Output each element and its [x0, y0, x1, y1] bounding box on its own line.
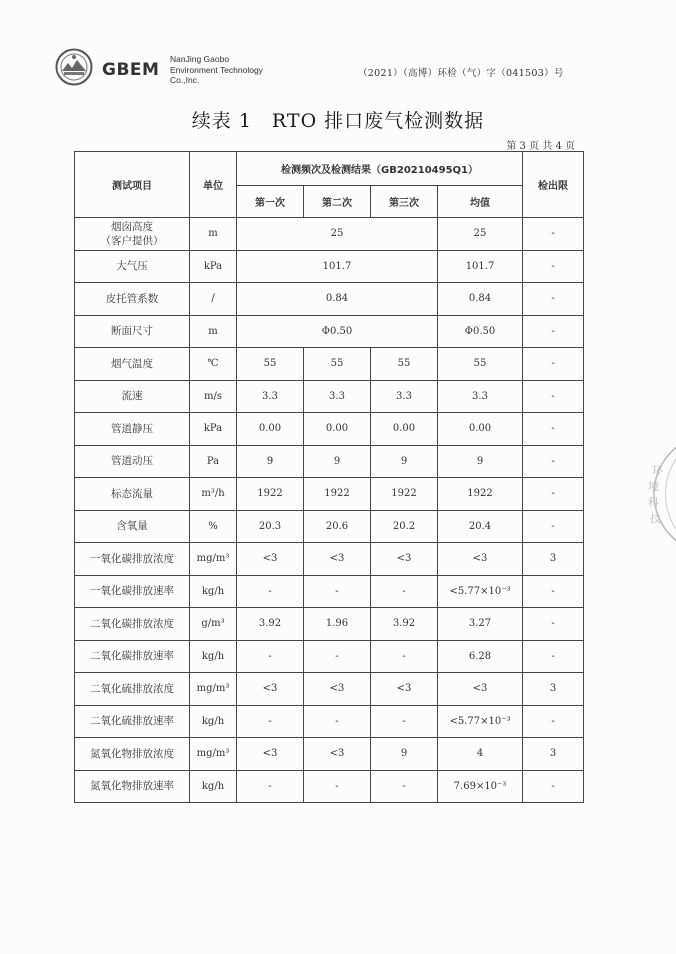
cell-average: 6.28 — [438, 640, 523, 673]
cell-limit: - — [523, 445, 584, 478]
table-row — [75, 640, 584, 673]
cell-third: 3.3 — [371, 380, 438, 413]
cell-merged-result: 0.84 — [237, 283, 438, 316]
cell-unit: m/s — [190, 380, 237, 413]
seal-stamp-icon — [640, 444, 676, 544]
cell-limit: - — [523, 315, 584, 348]
cell-average: 0.00 — [438, 413, 523, 446]
cell-limit: - — [523, 705, 584, 738]
cell-second: - — [304, 575, 371, 608]
cell-first: 9 — [237, 445, 304, 478]
cell-unit: kg/h — [190, 770, 237, 803]
cell-unit: m — [190, 218, 237, 251]
header-item: 测试项目 — [75, 152, 190, 218]
cell-third: <3 — [371, 673, 438, 706]
cell-third: 3.92 — [371, 608, 438, 641]
cell-second: 1.96 — [304, 608, 371, 641]
cell-average: 55 — [438, 348, 523, 381]
table-row — [75, 770, 584, 803]
table-row — [75, 543, 584, 576]
svg-text:环: 环 — [652, 464, 663, 477]
cell-unit: mg/m³ — [190, 673, 237, 706]
cell-unit: m³/h — [190, 478, 237, 511]
brand-name: GBEM — [102, 60, 160, 80]
cell-second: 3.3 — [304, 380, 371, 413]
cell-first: 55 — [237, 348, 304, 381]
cell-limit: 3 — [523, 673, 584, 706]
cell-second: 55 — [304, 348, 371, 381]
cell-average: <5.77×10⁻³ — [438, 705, 523, 738]
cell-limit: - — [523, 218, 584, 251]
cell-item: 二氧化硫排放速率 — [75, 705, 190, 738]
cell-item: 二氧化碳排放速率 — [75, 640, 190, 673]
cell-average: 4 — [438, 738, 523, 771]
cell-third: 9 — [371, 445, 438, 478]
cell-average: <3 — [438, 543, 523, 576]
table-row — [75, 738, 584, 771]
svg-text:技: 技 — [650, 512, 661, 525]
cell-second: <3 — [304, 543, 371, 576]
header-unit: 单位 — [190, 152, 237, 218]
table-row — [75, 478, 584, 511]
table-row — [75, 413, 584, 446]
cell-average: 20.4 — [438, 510, 523, 543]
table-row — [75, 250, 584, 283]
cell-limit: - — [523, 510, 584, 543]
cell-item: 皮托管系数 — [75, 283, 190, 316]
cell-average: 7.69×10⁻³ — [438, 770, 523, 803]
cell-average: 9 — [438, 445, 523, 478]
cell-third: 1922 — [371, 478, 438, 511]
cell-average: 3.27 — [438, 608, 523, 641]
table-row — [75, 510, 584, 543]
cell-second: <3 — [304, 673, 371, 706]
document-title: 续表 1 RTO 排口废气检测数据 — [191, 110, 485, 132]
cell-unit: kPa — [190, 413, 237, 446]
cell-unit: mg/m³ — [190, 738, 237, 771]
cell-second: 20.6 — [304, 510, 371, 543]
cell-item: 管道动压 — [75, 445, 190, 478]
cell-limit: 3 — [523, 738, 584, 771]
cell-average: Φ0.50 — [438, 315, 523, 348]
cell-third: - — [371, 770, 438, 803]
cell-first: 0.00 — [237, 413, 304, 446]
cell-merged-result: 101.7 — [237, 250, 438, 283]
cell-item: 一氧化碳排放浓度 — [75, 543, 190, 576]
cell-unit: m — [190, 315, 237, 348]
cell-item: 烟囱高度 （客户提供） — [75, 218, 190, 251]
cell-item: 含氧量 — [75, 510, 190, 543]
cell-first: - — [237, 770, 304, 803]
cell-third: <3 — [371, 543, 438, 576]
cell-limit: - — [523, 348, 584, 381]
cell-item: 管道静压 — [75, 413, 190, 446]
cell-third: 20.2 — [371, 510, 438, 543]
cell-average: 0.84 — [438, 283, 523, 316]
cell-limit: - — [523, 380, 584, 413]
table-row — [75, 348, 584, 381]
cell-item: 一氧化碳排放速率 — [75, 575, 190, 608]
table-row — [75, 673, 584, 706]
page-number: 第 3 页 共 4 页 — [506, 141, 575, 152]
svg-text:科: 科 — [648, 496, 659, 509]
report-reference: （2021）（高博）环检（气）字（041503）号 — [358, 68, 564, 79]
cell-average: 1922 — [438, 478, 523, 511]
table-row — [75, 705, 584, 738]
cell-first: <3 — [237, 673, 304, 706]
cell-merged-result: Φ0.50 — [237, 315, 438, 348]
cell-item: 氮氧化物排放速率 — [75, 770, 190, 803]
table-row — [75, 315, 584, 348]
cell-first: 1922 — [237, 478, 304, 511]
cell-second: 1922 — [304, 478, 371, 511]
table-row — [75, 445, 584, 478]
cell-second: 9 — [304, 445, 371, 478]
cell-item: 流速 — [75, 380, 190, 413]
header-limit: 检出限 — [523, 152, 584, 218]
cell-second: - — [304, 705, 371, 738]
cell-limit: - — [523, 478, 584, 511]
cell-limit: - — [523, 413, 584, 446]
cell-third: 55 — [371, 348, 438, 381]
cell-average: <3 — [438, 673, 523, 706]
cell-second: - — [304, 640, 371, 673]
company-name: NanJing Gaobo Environment Technology Co.,Inc. — [170, 54, 263, 85]
cell-item: 二氧化碳排放浓度 — [75, 608, 190, 641]
cell-third: 9 — [371, 738, 438, 771]
cell-limit: 3 — [523, 543, 584, 576]
company-logo-icon — [55, 48, 93, 86]
cell-third: 0.00 — [371, 413, 438, 446]
cell-limit: - — [523, 770, 584, 803]
cell-limit: - — [523, 640, 584, 673]
cell-item: 标态流量 — [75, 478, 190, 511]
header-second: 第二次 — [304, 186, 371, 218]
cell-merged-result: 25 — [237, 218, 438, 251]
header-results: 检测频次及检测结果（GB20210495Q1） — [237, 152, 523, 186]
cell-limit: - — [523, 283, 584, 316]
cell-limit: - — [523, 608, 584, 641]
header-third: 第三次 — [371, 186, 438, 218]
cell-first: 3.3 — [237, 380, 304, 413]
cell-first: - — [237, 705, 304, 738]
cell-average: 101.7 — [438, 250, 523, 283]
cell-third: - — [371, 640, 438, 673]
cell-unit: ℃ — [190, 348, 237, 381]
table-row — [75, 283, 584, 316]
header-first: 第一次 — [237, 186, 304, 218]
cell-unit: mg/m³ — [190, 543, 237, 576]
cell-item: 大气压 — [75, 250, 190, 283]
table-row — [75, 575, 584, 608]
cell-unit: kg/h — [190, 705, 237, 738]
cell-second: 0.00 — [304, 413, 371, 446]
cell-unit: % — [190, 510, 237, 543]
cell-first: 20.3 — [237, 510, 304, 543]
cell-first: - — [237, 640, 304, 673]
header-average: 均值 — [438, 186, 523, 218]
cell-average: 25 — [438, 218, 523, 251]
cell-first: <3 — [237, 543, 304, 576]
cell-unit: kg/h — [190, 575, 237, 608]
cell-unit: kg/h — [190, 640, 237, 673]
cell-unit: g/m³ — [190, 608, 237, 641]
cell-average: <5.77×10⁻³ — [438, 575, 523, 608]
cell-unit: / — [190, 283, 237, 316]
cell-average: 3.3 — [438, 380, 523, 413]
cell-unit: Pa — [190, 445, 237, 478]
svg-text:境: 境 — [648, 480, 659, 493]
cell-item: 烟气温度 — [75, 348, 190, 381]
cell-item: 断面尺寸 — [75, 315, 190, 348]
cell-first: <3 — [237, 738, 304, 771]
table-row — [75, 608, 584, 641]
cell-unit: kPa — [190, 250, 237, 283]
emission-data-table — [74, 151, 584, 803]
cell-item: 氮氧化物排放浓度 — [75, 738, 190, 771]
cell-item: 二氧化硫排放浓度 — [75, 673, 190, 706]
cell-second: - — [304, 770, 371, 803]
table-row — [75, 218, 584, 251]
table-row — [75, 380, 584, 413]
cell-first: - — [237, 575, 304, 608]
cell-second: <3 — [304, 738, 371, 771]
cell-third: - — [371, 575, 438, 608]
cell-third: - — [371, 705, 438, 738]
cell-limit: - — [523, 250, 584, 283]
cell-limit: - — [523, 575, 584, 608]
cell-first: 3.92 — [237, 608, 304, 641]
